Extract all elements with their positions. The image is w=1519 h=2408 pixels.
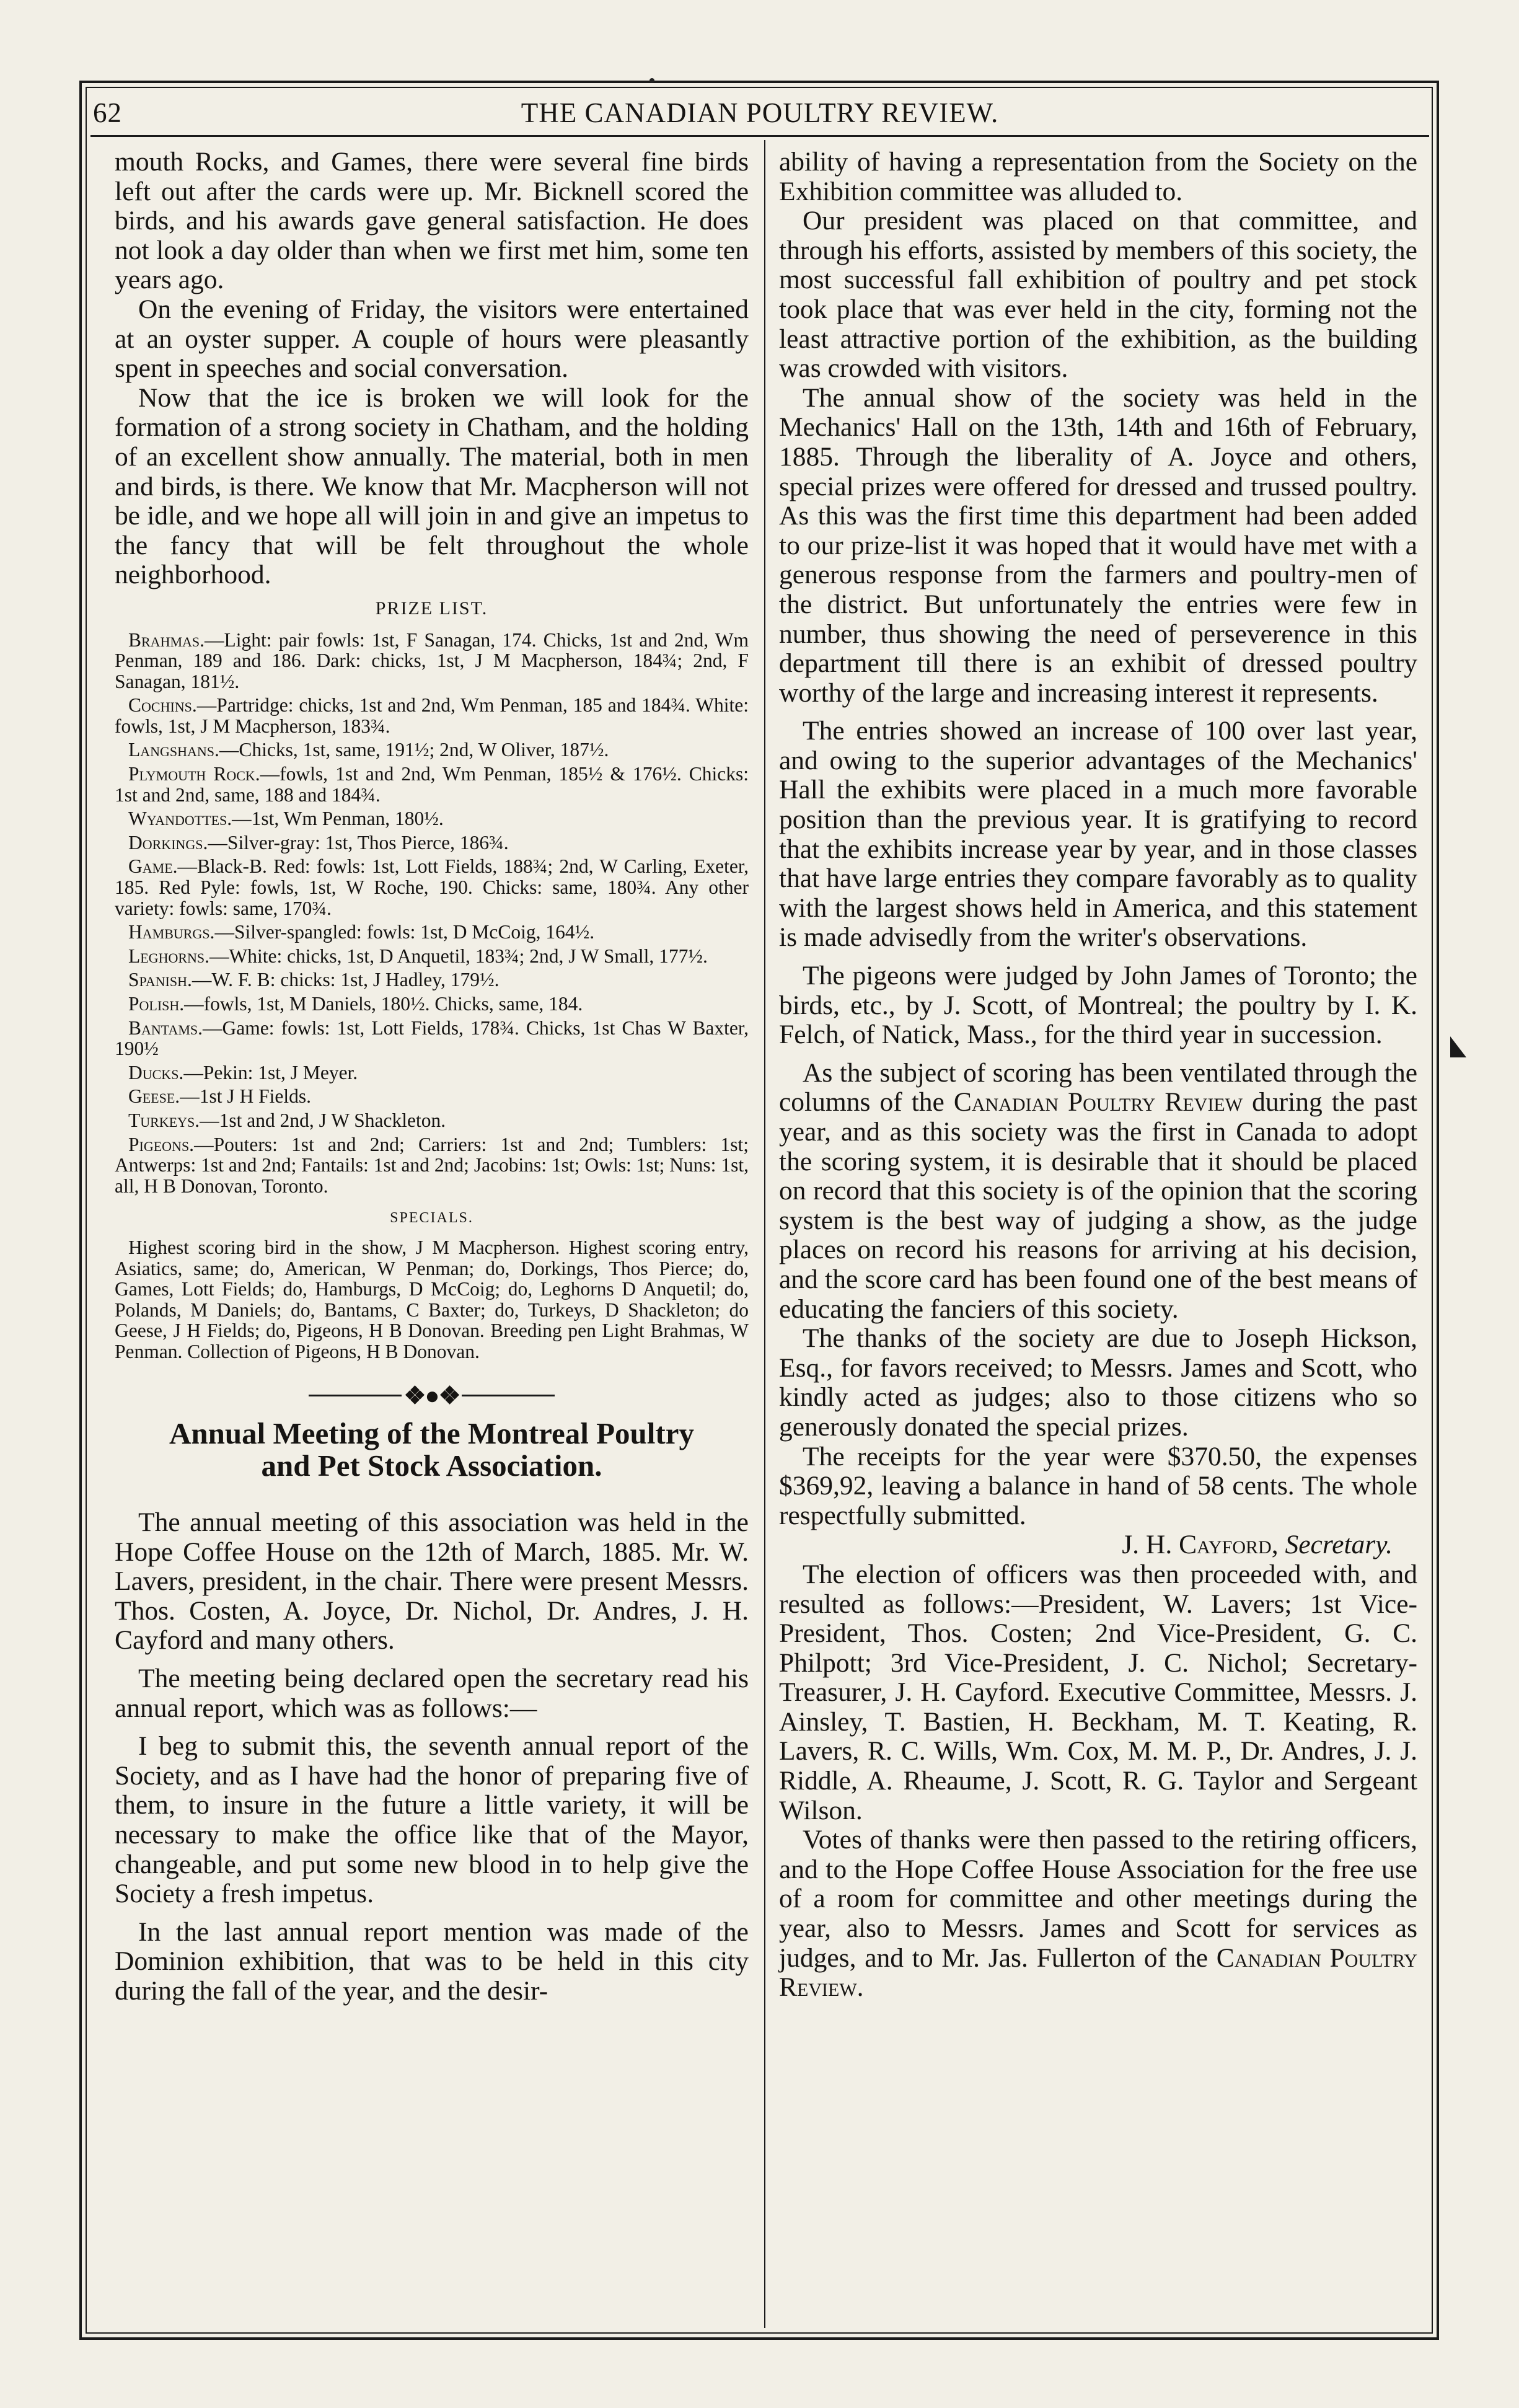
paragraph: mouth Rocks, and Games, there were several fine birds left out after the cards were up. Mr. Bicknell scored the birds, and his awards gave general satisfaction. He does not look a day older than when we first met him, some ten years ago. [115,147,749,295]
margin-marker-icon [1450,1036,1466,1057]
prize-list [115,630,749,1197]
breed-name: Wyandottes. [128,808,232,830]
publication-name: Canadian Poultry Review [953,1087,1243,1118]
breed-name: Brahmas. [128,628,205,651]
publication-name: Canadian Poultry Review. [779,1943,1417,2003]
prize-details: —Chicks, 1st, same, 191½; 2nd, W Oliver, 187½. [219,739,609,761]
prize-entry [115,1062,749,1083]
prize-details: —White: chicks, 1st, D Anquetil, 183¾; 2nd, J W Small, 177½. [209,945,708,967]
prize-details: —fowls, 1st and 2nd, Wm Penman, 185½ & 176½. Chicks: 1st and 2nd, same, 188 and 184¾. [115,763,749,806]
prize-entry [115,856,749,919]
paragraph: Our president was placed on that committee, and through his efforts, assisted by members of this society, the most successful fall exhibition of poultry and pet stock took place that was ever held in the city, forming not the least attractive portion of the exhibition, as the building was crowded with visitors. [779,206,1417,384]
text-run: As the subject of scoring has been ventilated through the columns of the [779,1057,1417,1118]
breed-name: Game. [128,855,178,878]
paragraph: ability of having a representation from the Society on the Exhibition committee was alluded to. [779,147,1417,206]
prize-details: —fowls, 1st, M Daniels, 180½. Chicks, same, 184. [184,993,583,1015]
breed-name: Langshans. [128,739,219,761]
prize-entry [115,832,749,853]
paragraph: The pigeons were judged by John James of Toronto; the birds, etc., by J. Scott, of Montreal; the poultry by I. K. Felch, of Natick, Mass., for the third year in succession. [779,961,1417,1050]
breed-name: Dorkings. [128,831,208,853]
breed-name: Geese. [128,1085,180,1108]
article-title-line: Annual Meeting of the Montreal Poultry [169,1416,694,1451]
prize-entry [115,1086,749,1107]
prize-entry [115,994,749,1015]
prize-list-heading: PRIZE LIST. [375,598,488,619]
paragraph: I beg to submit this, the seventh annual report of the Society, and as I have had the honor of preparing five of them, to insure in the future a little variety, it will be necessary to make the office like that of the Mayor, changeable, and put some new blood in to help give the Society a fresh impetus. [115,1731,749,1909]
secretary-title: Secretary. [1285,1530,1393,1560]
breed-name: Plymouth Rock. [128,763,260,785]
prize-details: —Light: pair fowls: 1st, F Sanagan, 174. Chicks, 1st and 2nd, Wm Penman, 189 and 186. Dark: chicks, 1st, J M Macpherson, 184¾; 2nd, F Sanagan, 181½. [115,628,749,692]
prize-details: —Partridge: chicks, 1st and 2nd, Wm Penman, 185 and 184¾. White: fowls, 1st, J M Macpherson, 183¾. [115,694,749,737]
header-rule [90,135,1429,137]
left-column [115,148,749,2006]
right-column [779,148,1417,2003]
breed-name: Spanish. [128,969,192,991]
ink-speck [649,78,654,83]
breed-name: Leghorns. [128,945,210,967]
breed-name: Hamburgs. [128,921,215,943]
paragraph [779,1825,1417,2003]
prize-details: —Black-B. Red: fowls: 1st, Lott Fields, 188¾; 2nd, W Carling, Exeter, 185. Red Pyle: fowls, 1st, W Roche, 190. Chicks: same, 180¾. Any other variety: fowls: same, 170¾. [115,855,749,919]
prize-entry [115,922,749,943]
breed-name: Pigeons. [128,1133,195,1155]
paragraph [779,1059,1417,1324]
paragraph: The entries showed an increase of 100 over last year, and owing to the superior advantages of the Mechanics' Hall the exhibits were placed in a much more favorable position than the previous year. It is gratifying to record that the exhibits increase year by year, and in those classes that have large entries they compare favorably as to quality with the largest shows held in America, and this statement is made advisedly from the writer's observations. [779,716,1417,953]
paragraph: The thanks of the society are due to Joseph Hickson, Esq., for favors received; to Messrs. James and Scott, who kindly acted as judges; also to those citizens who so generously donated the special prizes. [779,1323,1417,1442]
prize-details: —Pouters: 1st and 2nd; Carriers: 1st and 2nd; Tumblers: 1st; Antwerps: 1st and 2nd; Fantails: 1st and 2nd; Jacobins: 1st; Owls: 1st; Nuns: 1st, all, H B Donovan, Toronto. [115,1133,749,1197]
paragraph: On the evening of Friday, the visitors were entertained at an oyster supper. A couple of hours were pleasantly spent in speeches and social conversation. [115,294,749,384]
breed-name: Turkeys. [128,1109,200,1131]
page-header [90,90,1429,136]
paragraph: The meeting being declared open the secretary read his annual report, which was as follows:— [115,1664,749,1723]
prize-entry [115,808,749,829]
breed-name: Polish. [128,993,185,1015]
signature-line [779,1530,1417,1560]
page-number: 62 [93,97,122,128]
prize-entry [115,946,749,967]
paragraph: The election of officers was then proceeded with, and resulted as follows:—President, W. Lavers; 1st Vice-President, Thos. Costen; 2nd Vice-President, G. C. Philpott; 3rd Vice-President, J. C. Nichol; Secretary-Treasurer, J. H. Cayford. Executive Committee, Messrs. J. Ainsley, T. Bastien, H. Beckham, M. T. Keating, R. Lavers, R. C. Wills, Wm. Cox, M. M. P., Dr. Andres, J. J. Riddle, A. Rheaume, J. Scott, R. G. Taylor and Sergeant Wilson. [779,1559,1417,1825]
prize-entry [115,1110,749,1131]
prize-entry [115,695,749,736]
prize-entry [115,1018,749,1059]
prize-details: —Silver-spangled: fowls: 1st, D McCoig, 164½. [214,921,595,943]
paragraph: In the last annual report mention was made of the Dominion exhibition, that was to be held in this city during the fall of the year, and the desir- [115,1916,749,2006]
prize-entry [115,630,749,692]
prize-details: —Silver-gray: 1st, Thos Pierce, 186¾. [208,831,509,853]
breed-name: Bantams. [128,1017,203,1039]
prize-entry [115,764,749,805]
specials-text: Highest scoring bird in the show, J M Macpherson. Highest scoring entry, Asiatics, same; do, American, W Penman; do, Dorkings, Thos Pierce; do, Games, Lott Fields; do, Hamburgs, D McCoig; do, Leghorns D Anquetil; do, Polands, M Daniels; do, Bantams, C Baxter; do, Turkeys, D Shackleton; do Geese, J H Fields; do, Pigeons, H B Donovan. Breeding pen Light Brahmas, W Penman. Collection of Pigeons, H B Donovan. [115,1236,749,1362]
article-title [115,1418,749,1482]
paragraph: The receipts for the year were $370.50, the expenses $369,92, leaving a balance in hand of 58 cents. The whole respectfully submitted. [779,1441,1417,1530]
prize-entry [115,969,749,990]
secretary-name: J. H. Cayford, [1122,1530,1279,1560]
prize-details: —Game: fowls: 1st, Lott Fields, 178¾. Chicks, 1st Chas W Baxter, 190½ [115,1017,749,1060]
prize-entry [115,739,749,761]
column-divider [764,140,765,2328]
text-run: during the past year, and as this society was the first in Canada to adopt the scoring system, it is desirable that it should be placed on record that this society is of the opinion that the scoring system is the best way of judging a show, as the judge places on record his reasons for arriving at his decision, and the score card has been found one of the best means of educating the fanciers of this society. [779,1087,1417,1324]
paragraph: The annual meeting of this association was held in the Hope Coffee House on the 12th of March, 1885. Mr. W. Lavers, president, in the chair. There were present Messrs. Thos. Costen, A. Joyce, Dr. Nichol, Dr. Andres, J. H. Cayford and many others. [115,1507,749,1656]
prize-details: —1st J H Fields. [180,1085,311,1108]
prize-details: —W. F. B: chicks: 1st, J Hadley, 179½. [192,969,500,991]
prize-details: —1st and 2nd, J W Shackleton. [200,1109,446,1131]
running-title: THE CANADIAN POULTRY REVIEW. [521,97,999,128]
prize-entry [115,1134,749,1197]
paragraph: The annual show of the society was held in the Mechanics' Hall on the 13th, 14th and 16th of February, 1885. Through the liberality of A. Joyce and others, special prizes were offered for dressed and trussed poultry. As this was the first time this department had been added to our prize-list it was hoped that it would have met with a generous response from the farmers and poultry-men of the district. But unfortunately the entries were few in number, thus showing the need of perseverence in this department till there is an exhibit of dressed poultry worthy of the large and increasing interest it represents. [779,382,1417,708]
text-run: Votes of thanks were then passed to the retiring officers, and to the Hope Coffee House Association for the free use of a room for committee and other meetings during the year, also to Messrs. James and Scott for services as judges, and to Mr. Jas. Fullerton of the [779,1825,1417,1973]
prize-details: —Pekin: 1st, J Meyer. [183,1061,358,1083]
breed-name: Ducks. [128,1061,184,1083]
paragraph: Now that the ice is broken we will look for the formation of a strong society in Chatham, and the holding of an excellent show annually. The material, both in men and birds, is there. We know that Mr. Macpherson will not be idle, and we hope all will join in and give an impetus to the fancy that will be felt throughout the whole neighborhood. [115,382,749,590]
prize-details: —1st, Wm Penman, 180½. [232,808,444,830]
specials-heading: SPECIALS. [390,1210,473,1227]
breed-name: Cochins. [128,694,197,717]
ornament-divider-icon: ❖●❖ [115,1378,749,1411]
article-title-line: and Pet Stock Association. [261,1449,602,1483]
